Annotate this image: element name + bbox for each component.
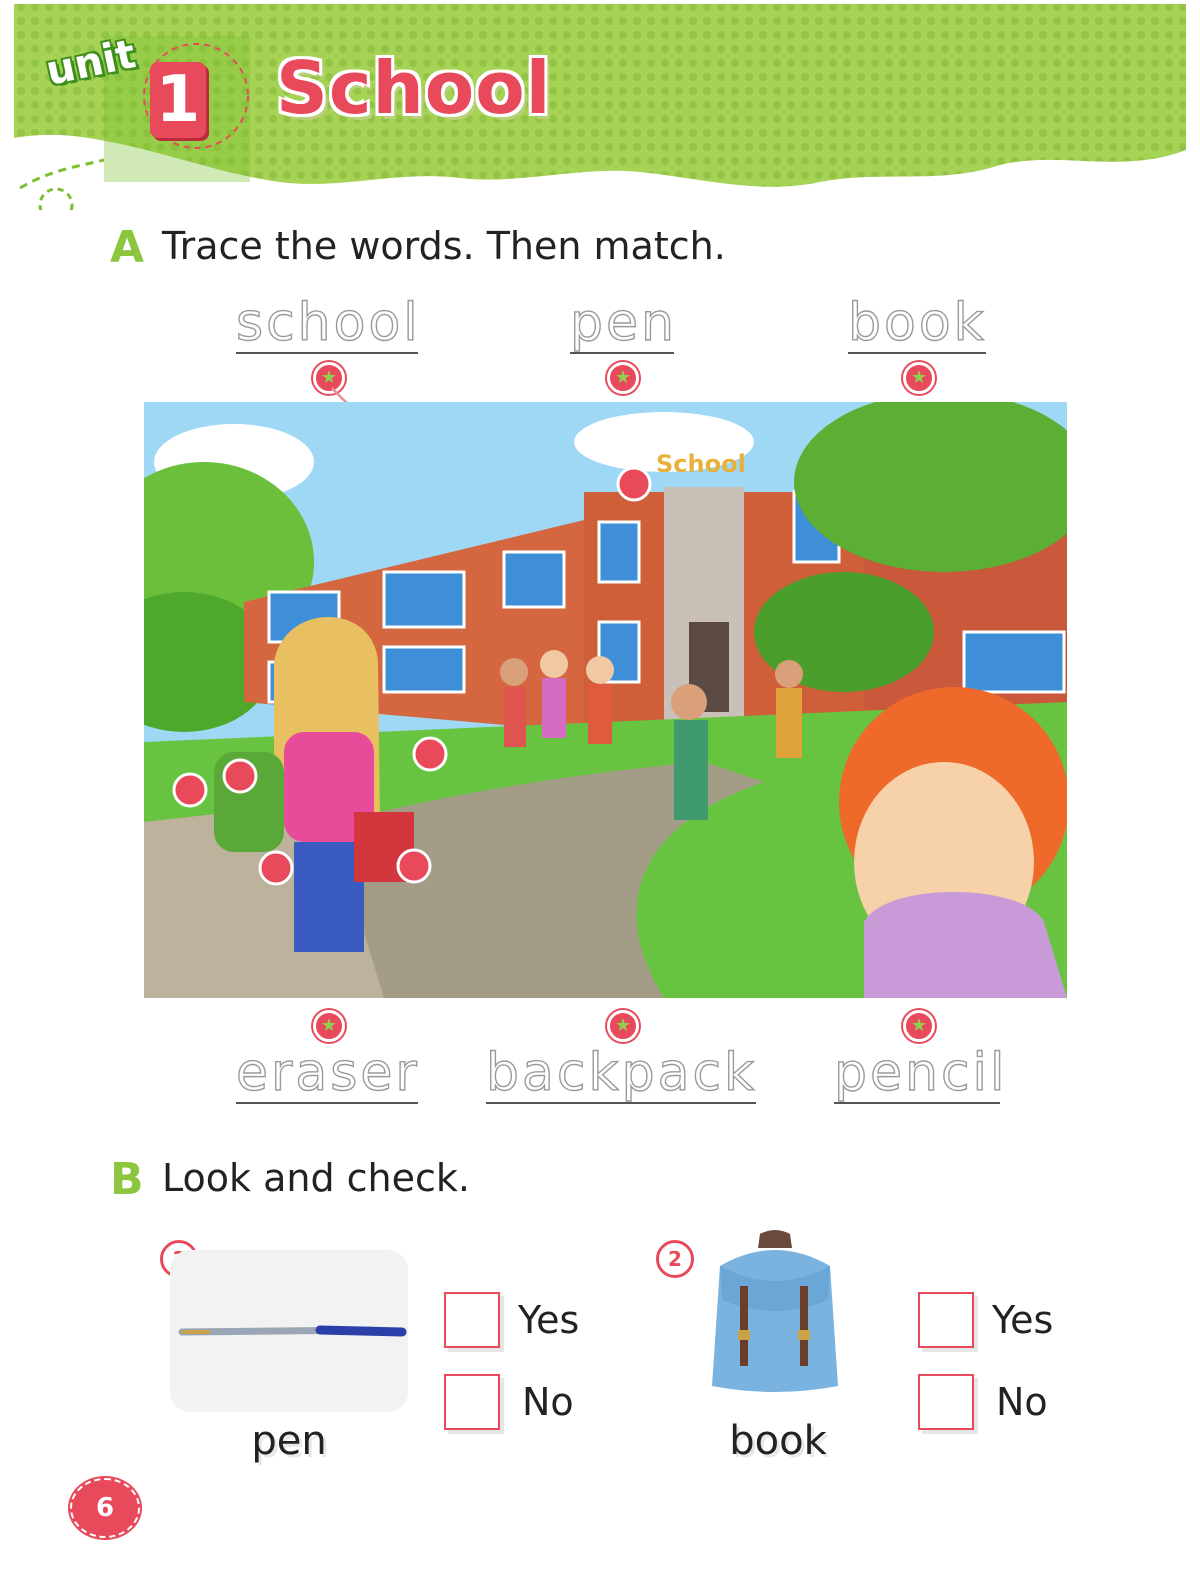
trace-word-pencil[interactable]: pencil [834,1043,1008,1103]
match-dot-backpack[interactable]: ★ [607,1010,639,1042]
school-sign-text: School [656,450,746,478]
section-b-instruction: Look and check. [162,1156,470,1200]
item-1-no-label: No [522,1380,574,1424]
item-1-no-checkbox[interactable] [444,1374,500,1430]
match-dot-pencil[interactable]: ★ [903,1010,935,1042]
section-a-instruction: Trace the words. Then match. [162,224,726,268]
match-dot-eraser[interactable]: ★ [313,1010,345,1042]
trace-word-backpack[interactable]: backpack [486,1043,758,1103]
item-2-number-badge: 2 [656,1240,694,1278]
item-1-label: pen [251,1418,327,1464]
unit-header [0,0,1200,210]
page-number: 6 [70,1478,140,1538]
match-dot-school[interactable]: ★ [313,362,345,394]
item-1-pen-photo [170,1250,408,1412]
unit-label: unit [42,31,140,95]
item-2-no-checkbox[interactable] [918,1374,974,1430]
school-scene-illustration [144,402,1067,998]
unit-number: 1 [150,62,206,138]
backpack-icon [700,1226,850,1398]
pen-icon [170,1250,408,1412]
item-2-no-label: No [996,1380,1048,1424]
item-2-backpack-photo [700,1226,850,1398]
item-2-yes-checkbox[interactable] [918,1292,974,1348]
unit-title: School [276,46,552,130]
section-b-letter: B [110,1154,144,1205]
trace-word-book[interactable]: book [848,293,987,353]
item-2-yes-label: Yes [992,1298,1054,1342]
item-1-yes-label: Yes [518,1298,580,1342]
trace-word-pen[interactable]: pen [570,293,677,353]
item-1-yes-checkbox[interactable] [444,1292,500,1348]
trace-word-eraser[interactable]: eraser [236,1043,420,1103]
section-a-letter: A [110,222,145,273]
item-2-label: book [729,1418,827,1464]
match-dot-book[interactable]: ★ [903,362,935,394]
school-scene-art [144,402,1067,998]
match-dot-pen[interactable]: ★ [607,362,639,394]
trace-word-school[interactable]: school [236,293,421,353]
